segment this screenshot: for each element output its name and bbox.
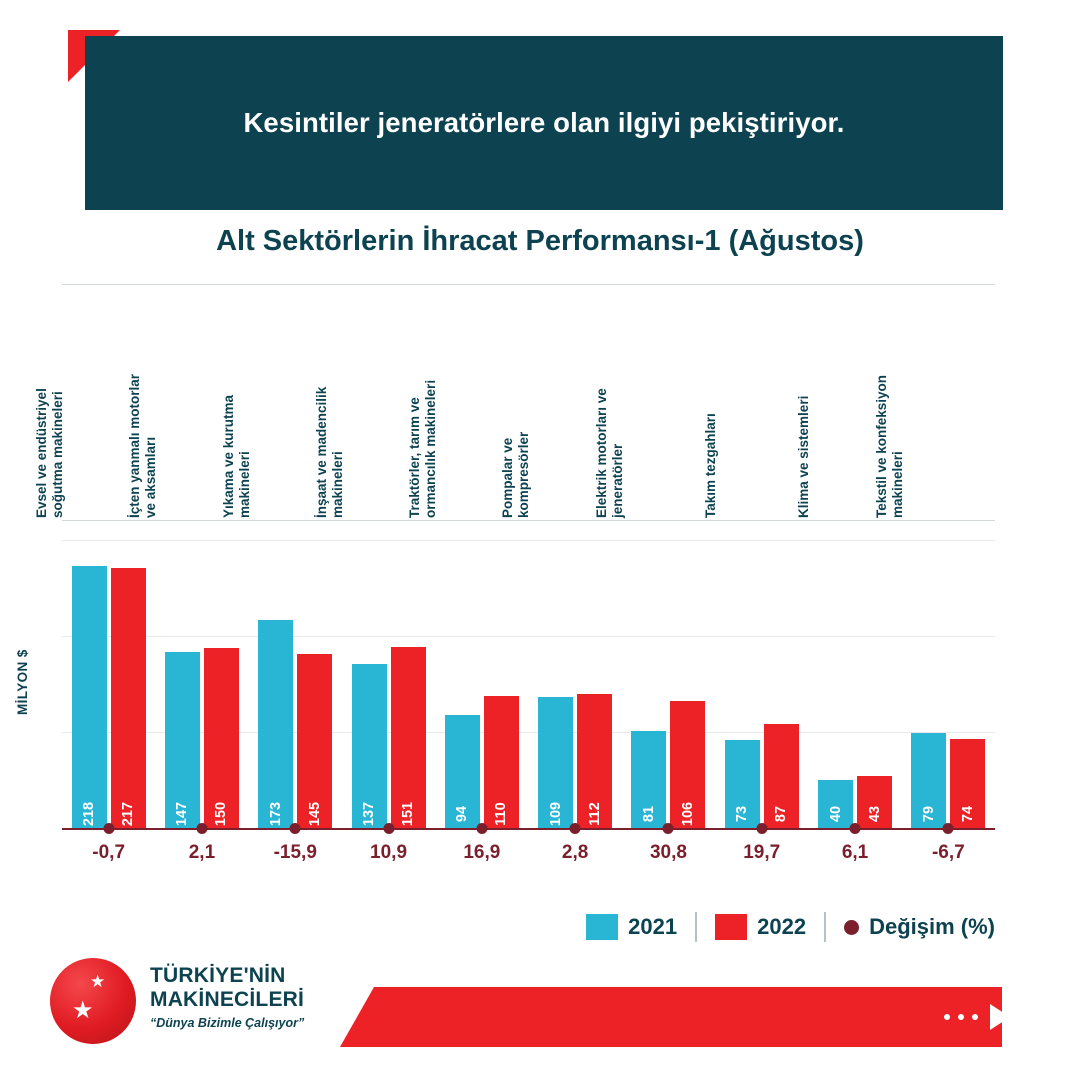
category-label: Tekstil ve konfeksiyon makineleri	[873, 374, 905, 518]
bar-2021	[72, 566, 107, 828]
legend-item-2022	[715, 914, 806, 940]
logo-text	[150, 964, 304, 1030]
change-value: 2,8	[561, 842, 589, 863]
star-icon: ★	[90, 972, 106, 991]
change-value: -0,7	[92, 842, 126, 863]
bar-value-label: 218	[81, 801, 98, 827]
bar-value-label: 173	[267, 801, 284, 827]
bar-value-label: 110	[493, 802, 510, 826]
bar-group	[435, 540, 528, 828]
footer-band	[340, 987, 1002, 1047]
brand-logo	[42, 950, 342, 1060]
bar-group	[715, 540, 808, 828]
change-cell	[715, 828, 808, 876]
bar-value-label: 147	[174, 801, 191, 827]
bar-value-label: 73	[734, 805, 751, 823]
legend-swatch-2021	[586, 914, 618, 940]
change-value: 6,1	[841, 842, 869, 863]
divider-mid	[62, 520, 995, 521]
change-cell	[155, 828, 248, 876]
bar-group	[808, 540, 901, 828]
bar-value-label: 40	[827, 805, 844, 823]
bar-2022	[297, 654, 332, 828]
bar-value-label: 217	[120, 801, 137, 827]
dot-icon	[972, 1014, 978, 1020]
chart-title: Alt Sektörlerin İhracat Performansı-1 (Ağustos)	[216, 225, 864, 257]
bar-2021	[538, 697, 573, 828]
bar-value-label: 109	[547, 801, 564, 827]
bar-groups	[62, 540, 995, 828]
category-label: Takım tezgahları	[703, 413, 719, 518]
legend-swatch-2022	[715, 914, 747, 940]
dot-icon	[944, 1014, 950, 1020]
change-cell	[528, 828, 621, 876]
category-label: Traktörler, tarım ve ormancılık makineleri	[407, 379, 439, 518]
change-cell	[62, 828, 155, 876]
category-label: İçten yanmalı motorlar ve aksamları	[127, 373, 159, 518]
change-value: 2,1	[188, 842, 216, 863]
bar-value-label: 106	[679, 801, 696, 827]
bar-2022	[111, 568, 146, 828]
change-dot-icon	[570, 823, 581, 834]
change-dot-icon	[850, 823, 861, 834]
legend-divider	[695, 912, 697, 942]
bar-2021	[165, 652, 200, 828]
category-label-cell	[593, 286, 715, 518]
change-dot-icon	[663, 823, 674, 834]
header-banner	[0, 0, 1080, 225]
change-dot-icon	[476, 823, 487, 834]
legend-item-2021	[586, 914, 677, 940]
change-dot-icon	[943, 823, 954, 834]
category-label: Evsel ve endüstriyel soğutma makineleri	[34, 388, 65, 518]
legend-label-2022: 2022	[757, 914, 807, 939]
change-cell	[342, 828, 435, 876]
chart-legend	[586, 912, 995, 942]
banner-title: Kesintiler jeneratörlere olan ilgiyi pekiştiriyor.	[243, 107, 845, 138]
bar-2022	[764, 724, 799, 828]
banner-box	[85, 36, 1003, 210]
star-icon-large: ★	[72, 997, 94, 1024]
bar-group	[622, 540, 715, 828]
bar-group	[62, 540, 155, 828]
bar-2022	[484, 696, 519, 828]
bar-group	[155, 540, 248, 828]
bar-2022	[577, 694, 612, 828]
category-label: Yıkama ve kurutma makineleri	[220, 394, 252, 518]
divider-top	[62, 284, 995, 285]
change-value: -6,7	[931, 842, 965, 863]
change-value: 19,7	[743, 842, 781, 863]
next-arrow[interactable]	[944, 1004, 1010, 1030]
change-cell	[902, 828, 995, 876]
plot-area	[62, 540, 995, 828]
bar-group	[249, 540, 342, 828]
category-labels	[34, 286, 995, 518]
bar-2022	[857, 776, 892, 828]
y-axis-label: MİLYON $	[15, 649, 30, 715]
logo-tagline: “Dünya Bizimle Çalışıyor”	[150, 1016, 305, 1030]
category-label: Elektrik motorları ve jeneratörler	[593, 388, 625, 518]
change-dot-icon	[196, 823, 207, 834]
legend-label-2021: 2021	[628, 914, 678, 939]
category-label: Pompalar ve kompresörler	[500, 431, 532, 518]
category-label: İnşaat ve madencilik makineleri	[313, 386, 345, 518]
change-dot-icon	[756, 823, 767, 834]
bar-2022	[670, 701, 705, 828]
bar-value-label: 94	[454, 805, 471, 823]
change-dot-icon	[103, 823, 114, 834]
bar-value-label: 151	[400, 801, 417, 827]
bar-2022	[391, 647, 426, 828]
change-value: 16,9	[463, 842, 501, 863]
legend-item-change	[844, 914, 995, 940]
logo-line2: MAKİNECİLERİ	[150, 988, 305, 1011]
bar-value-label: 145	[306, 801, 323, 827]
legend-dot-icon	[844, 920, 859, 935]
change-dot-icon	[383, 823, 394, 834]
bar-value-label: 79	[920, 805, 937, 823]
category-label: Klima ve sistemleri	[796, 395, 812, 518]
bar-group	[342, 540, 435, 828]
bar-value-label: 43	[866, 805, 883, 823]
category-label-cell	[873, 286, 995, 518]
bar-2021	[818, 780, 853, 828]
bar-value-label: 150	[213, 801, 230, 827]
bar-group	[528, 540, 621, 828]
bar-group	[902, 540, 995, 828]
legend-divider-2	[824, 912, 826, 942]
bar-2021	[352, 664, 387, 828]
bar-value-label: 74	[959, 805, 976, 823]
change-cell	[808, 828, 901, 876]
change-dot-icon	[290, 823, 301, 834]
bar-value-label: 87	[773, 805, 790, 823]
dot-icon	[958, 1014, 964, 1020]
bar-2021	[725, 740, 760, 828]
change-percent-row	[62, 828, 995, 876]
change-cell	[435, 828, 528, 876]
change-cell	[622, 828, 715, 876]
category-label-cell	[703, 286, 808, 518]
bar-value-label: 81	[640, 805, 657, 823]
change-cell	[249, 828, 342, 876]
logo-line1: TÜRKİYE'NİN	[150, 964, 286, 987]
bar-value-label: 112	[586, 802, 603, 826]
bar-value-label: 137	[361, 801, 378, 827]
arrow-right-icon	[990, 1004, 1010, 1030]
bar-2022	[950, 739, 985, 828]
bar-2021	[258, 620, 293, 828]
change-value: -15,9	[273, 842, 317, 863]
bar-2022	[204, 648, 239, 828]
bar-2021	[445, 715, 480, 828]
bar-2021	[911, 733, 946, 828]
legend-label-change: Değişim (%)	[869, 914, 995, 939]
change-value: 30,8	[649, 842, 687, 863]
bar-2021	[631, 731, 666, 828]
change-value: 10,9	[370, 842, 408, 863]
